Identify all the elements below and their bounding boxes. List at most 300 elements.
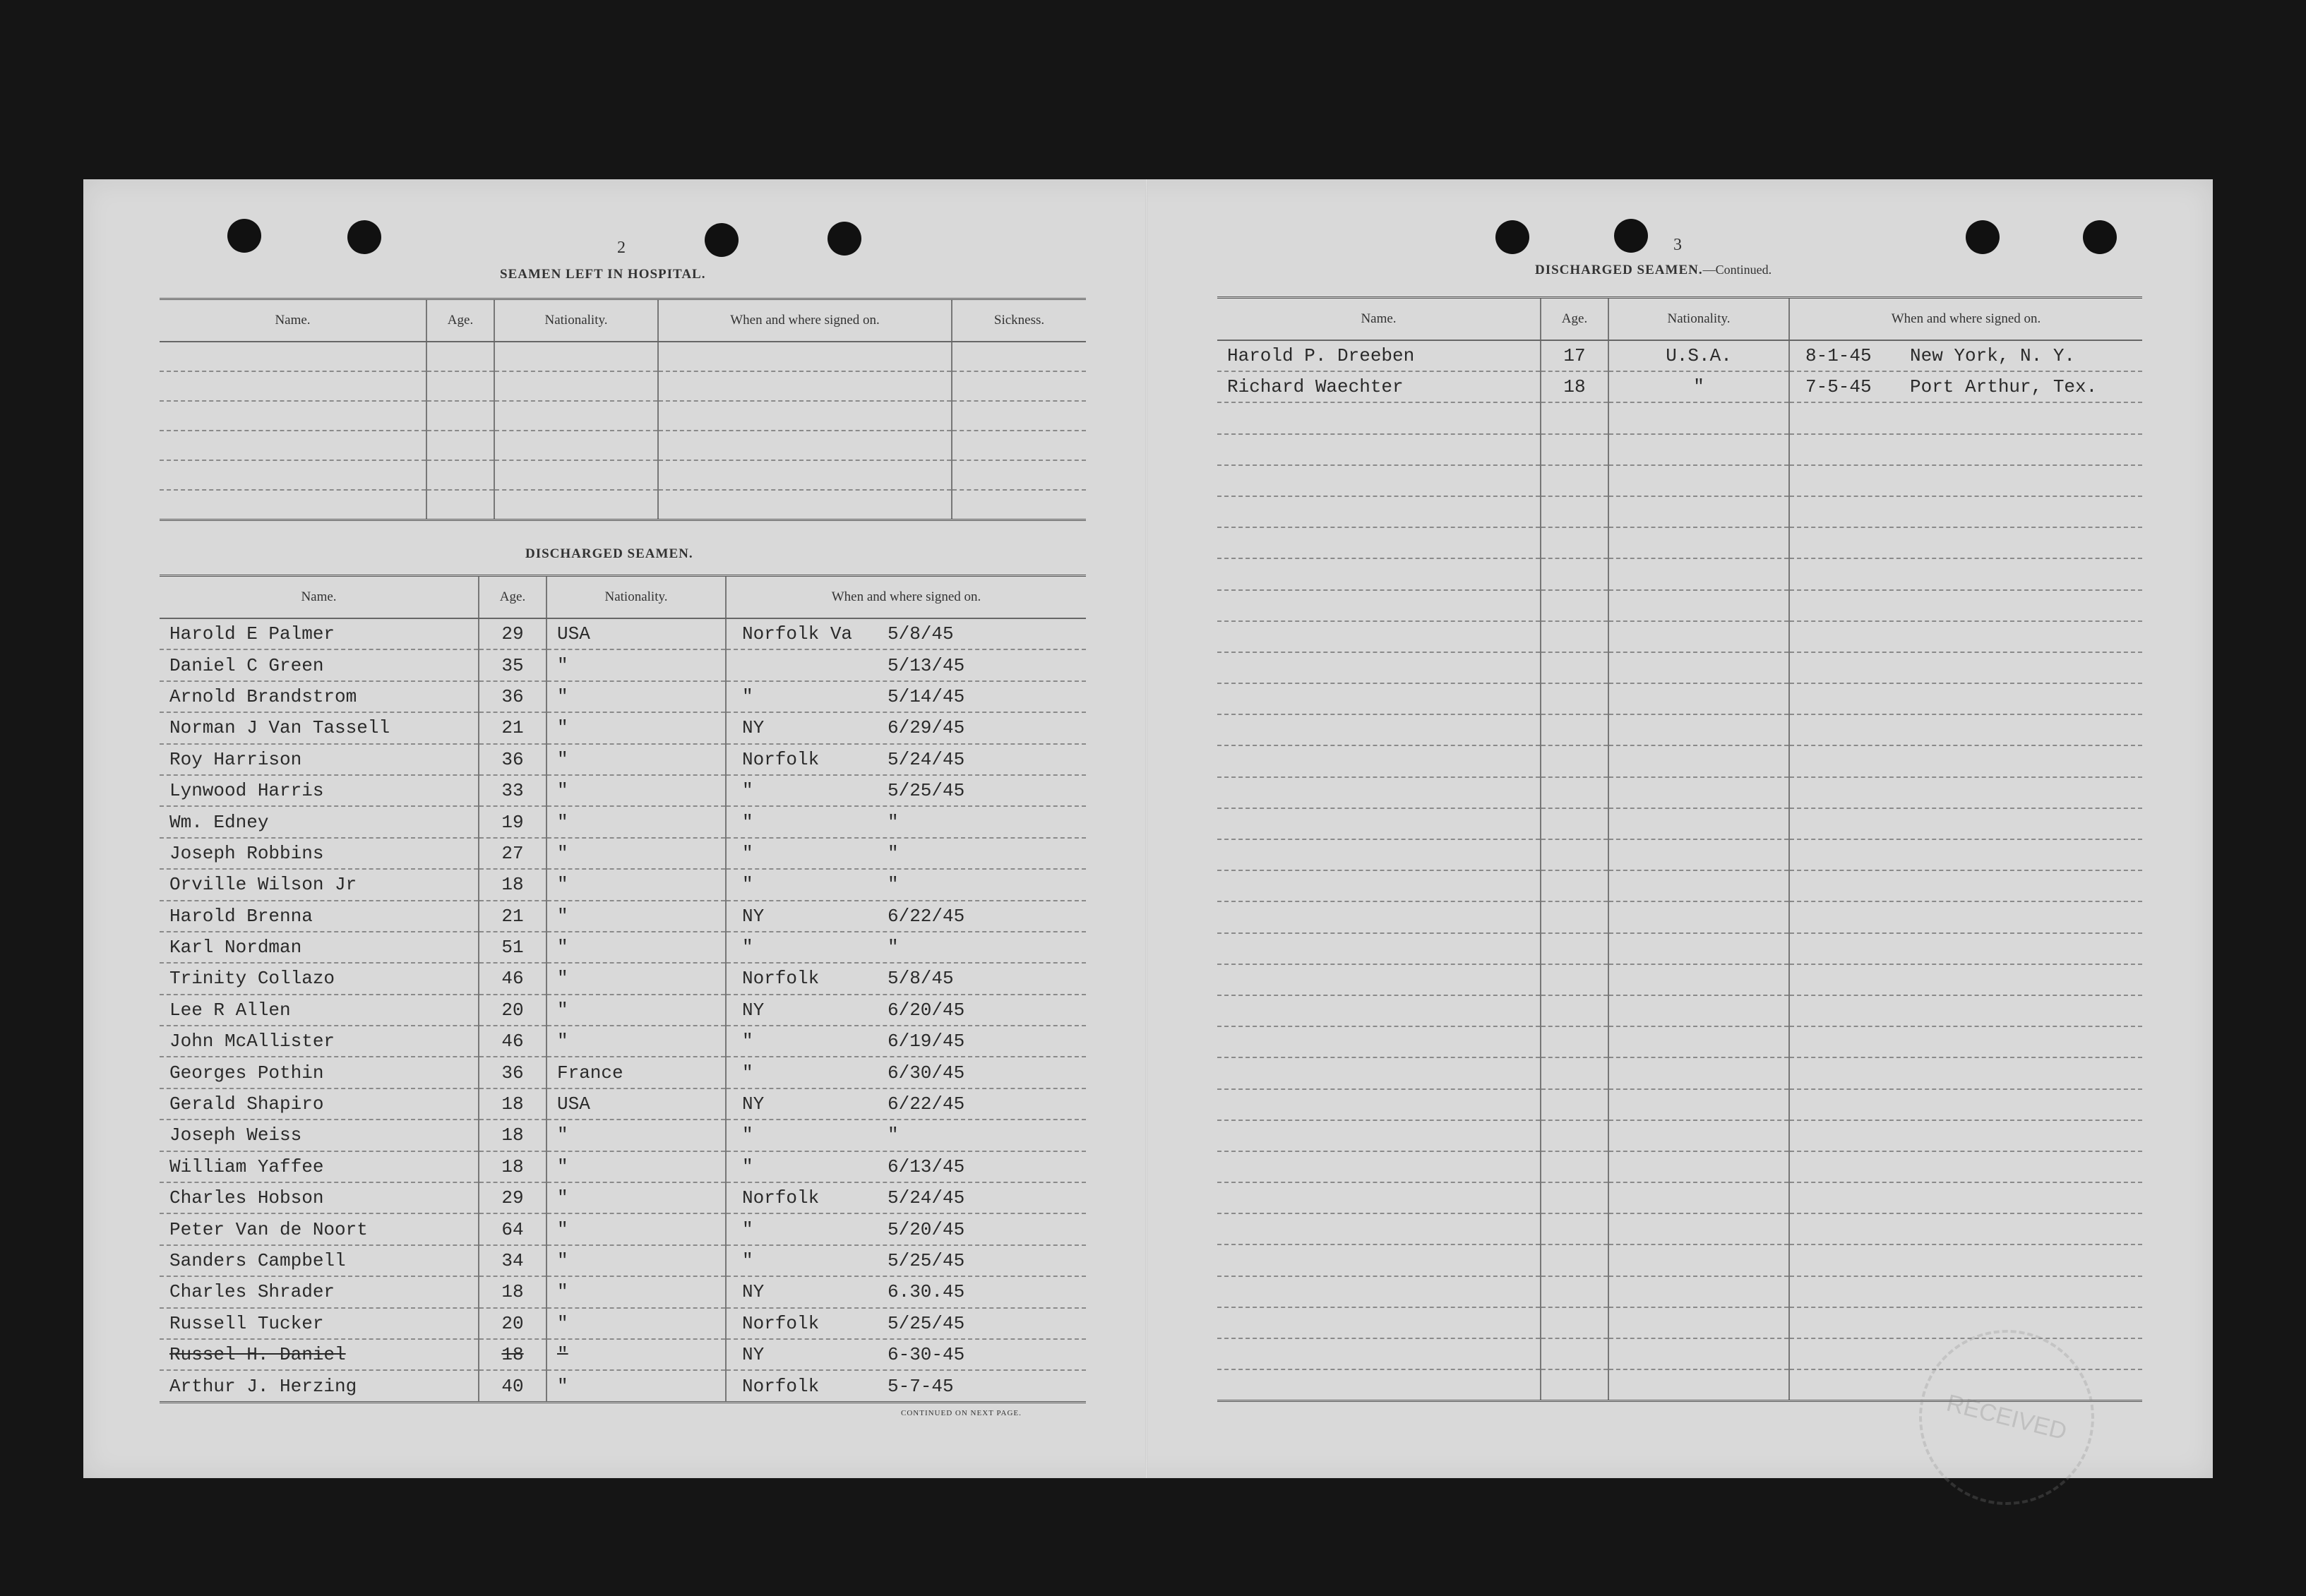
empty-cell [1608,652,1789,683]
empty-cell [1608,402,1789,433]
seaman-sign-on-second: 5/25/45 [888,780,965,802]
seaman-name: Arnold Brandstrom [160,681,479,712]
punch-hole [828,222,861,256]
empty-cell [1608,933,1789,964]
seaman-name: Harold Brenna [160,901,479,932]
seaman-name: Trinity Collazo [160,963,479,994]
continued-header-when-where: When and where signed on. [1789,298,2142,341]
seaman-sign-on-first: " [742,874,753,896]
seaman-sign-on-first: NY [742,1281,765,1303]
discharged-header-age: Age. [479,576,546,619]
seaman-age: 18 [479,869,546,900]
seaman-sign-on-first: " [742,1031,753,1052]
seaman-age: 46 [479,963,546,994]
empty-cell [1608,1276,1789,1307]
seaman-sign-on-second: " [888,811,899,833]
seaman-when-where [726,1120,1086,1151]
seaman-when-where [726,712,1086,743]
empty-cell [1789,621,2142,652]
empty-cell [1608,839,1789,870]
seaman-sign-on-first: NY [742,1093,765,1115]
empty-cell [1789,434,2142,465]
seaman-when-where [1789,340,2142,371]
discharged-continued-table [1217,296,2142,1402]
seaman-when-where [726,1182,1086,1213]
seaman-nationality: " [546,1339,726,1370]
seaman-name: Wm. Edney [160,806,479,837]
seaman-when-where [726,1026,1086,1057]
empty-cell [1541,933,1608,964]
punch-hole [705,223,739,257]
document-sheet [83,179,2213,1478]
seaman-age: 33 [479,775,546,806]
seaman-sign-on-second: 5/25/45 [888,1312,965,1334]
empty-cell [1217,1244,1541,1276]
seaman-row [160,869,1086,900]
hospital-empty-row [160,460,1086,490]
seaman-nationality: " [546,995,726,1026]
empty-row [1217,964,2142,995]
empty-cell [1217,1307,1541,1338]
seaman-when-where [726,1088,1086,1120]
seaman-sign-on-second: " [888,842,899,864]
empty-cell [1789,808,2142,839]
empty-cell [1789,901,2142,932]
seaman-when-where [726,869,1086,900]
seaman-row [160,1276,1086,1307]
empty-cell [1608,1244,1789,1276]
empty-cell [1217,995,1541,1026]
discharged-rows [160,618,1086,1402]
hospital-empty-row [160,342,1086,371]
empty-cell [1541,652,1608,683]
seaman-row [160,1370,1086,1402]
seaman-nationality: " [546,1308,726,1339]
empty-cell [1608,964,1789,995]
empty-cell [1789,1057,2142,1088]
seaman-sign-on-first: " [742,1156,753,1177]
seaman-when-where [726,1370,1086,1402]
empty-row [1217,683,2142,714]
seaman-sign-on-first: Norfolk [742,1312,820,1334]
seaman-sign-on-first: " [742,811,753,833]
empty-cell [1789,870,2142,901]
seaman-sign-on-first: NY [742,999,765,1021]
seaman-name: Sanders Campbell [160,1245,479,1276]
empty-cell [1789,714,2142,745]
empty-cell [1789,1089,2142,1120]
seaman-name: Harold P. Dreeben [1217,340,1541,371]
empty-cell [1608,1307,1789,1338]
seaman-sign-on-first: " [742,1124,753,1146]
empty-cell [1217,683,1541,714]
seaman-nationality: " [546,1151,726,1182]
hospital-header-name: Name. [160,299,426,342]
hospital-empty-row [160,431,1086,460]
empty-cell [1541,995,1608,1026]
page-fold [1145,179,1147,1478]
seaman-age: 36 [479,681,546,712]
continued-section-title [1535,263,1772,278]
seaman-name: Roy Harrison [160,744,479,775]
seaman-sign-on-second: 6/19/45 [888,1031,965,1052]
discharged-header-name: Name. [160,576,479,619]
empty-row [1217,621,2142,652]
empty-row [1217,1213,2142,1244]
hospital-empty-row [160,401,1086,431]
seaman-row [1217,371,2142,402]
empty-cell [1217,808,1541,839]
empty-cell [1789,964,2142,995]
seaman-when-where [726,1339,1086,1370]
empty-cell [1217,527,1541,558]
seaman-nationality: " [546,1245,726,1276]
seaman-nationality: " [546,681,726,712]
empty-row [1217,558,2142,589]
seaman-sign-on-first: " [742,1218,753,1240]
empty-cell [1541,1120,1608,1151]
seaman-age: 36 [479,744,546,775]
seaman-nationality: " [546,932,726,963]
empty-cell [1541,1089,1608,1120]
empty-row [1217,777,2142,808]
empty-row [1217,1182,2142,1213]
seaman-sign-on-second: 6/13/45 [888,1156,965,1177]
hospital-header-age: Age. [426,299,494,342]
empty-row [1217,1089,2142,1120]
empty-cell [1789,745,2142,776]
seaman-age: 20 [479,995,546,1026]
empty-cell [1541,465,1608,496]
seaman-age: 35 [479,649,546,680]
empty-cell [1217,1151,1541,1182]
empty-cell [1217,465,1541,496]
seaman-nationality: " [546,712,726,743]
empty-cell [1541,1369,1608,1401]
empty-cell [1541,1276,1608,1307]
seaman-sign-on-first: Norfolk [742,968,820,990]
seaman-nationality: " [546,1120,726,1151]
empty-cell [1608,1213,1789,1244]
empty-cell [1789,652,2142,683]
seaman-nationality: " [546,806,726,837]
empty-cell [1541,714,1608,745]
hospital-header-nationality: Nationality. [494,299,658,342]
empty-row [1217,652,2142,683]
empty-cell [1217,1057,1541,1088]
hospital-empty-row [160,371,1086,401]
empty-cell [1608,745,1789,776]
empty-cell [1541,1244,1608,1276]
empty-cell [1217,839,1541,870]
seaman-name: Lee R Allen [160,995,479,1026]
seaman-row [160,932,1086,963]
seaman-age: 34 [479,1245,546,1276]
page-number-left: 2 [617,239,626,257]
seaman-nationality: " [546,649,726,680]
seaman-when-where [726,744,1086,775]
empty-cell [1541,1151,1608,1182]
empty-cell [1217,652,1541,683]
empty-cell [1608,1057,1789,1088]
seaman-nationality: " [546,1370,726,1402]
continued-header-name: Name. [1217,298,1541,341]
seaman-age: 17 [1541,340,1608,371]
empty-cell [1541,1213,1608,1244]
empty-row [1217,839,2142,870]
empty-cell [1217,1120,1541,1151]
seaman-name: Russell Tucker [160,1308,479,1339]
seaman-age: 36 [479,1057,546,1088]
empty-cell [1608,1151,1789,1182]
seaman-nationality: " [546,1276,726,1307]
empty-cell [1789,1151,2142,1182]
seaman-when-where [726,1276,1086,1307]
continued-rows [1217,340,2142,1401]
seaman-age: 21 [479,712,546,743]
seaman-sign-on-second: 6.30.45 [888,1281,965,1303]
seaman-name: Norman J Van Tassell [160,712,479,743]
seaman-sign-on-second: 6-30-45 [888,1344,965,1366]
empty-cell [1541,1057,1608,1088]
seaman-when-where [726,1308,1086,1339]
empty-cell [1789,1307,2142,1338]
seaman-age: 18 [479,1276,546,1307]
empty-cell [1541,745,1608,776]
empty-cell [1217,901,1541,932]
seaman-row [160,1088,1086,1120]
discharged-section-title: DISCHARGED SEAMEN. [525,546,693,561]
seaman-sign-on-first: " [742,1062,753,1084]
seaman-sign-on-second: 5/13/45 [888,654,965,676]
empty-cell [1608,1120,1789,1151]
seaman-sign-on-second: 5/24/45 [888,748,965,770]
seaman-nationality: " [546,1182,726,1213]
seaman-age: 27 [479,838,546,869]
seaman-when-where [726,995,1086,1026]
empty-row [1217,1276,2142,1307]
empty-row [1217,496,2142,527]
empty-cell [1541,870,1608,901]
empty-row [1217,995,2142,1026]
seaman-when-where [1789,371,2142,402]
empty-cell [1608,683,1789,714]
seaman-when-where [726,806,1086,837]
empty-cell [1608,901,1789,932]
empty-cell [1217,777,1541,808]
seaman-row [1217,340,2142,371]
hospital-table [160,298,1086,521]
empty-cell [1541,558,1608,589]
continued-header-age: Age. [1541,298,1608,341]
seaman-sign-on-second: 5-7-45 [888,1375,954,1397]
seaman-age: 29 [479,618,546,649]
seaman-row [160,1026,1086,1057]
empty-cell [1541,527,1608,558]
seaman-sign-on-first: " [742,780,753,802]
seaman-sign-on-first: 8-1-45 [1805,345,1872,367]
seaman-sign-on-first: Norfolk [742,748,820,770]
empty-cell [1217,558,1541,589]
empty-cell [1541,402,1608,433]
empty-cell [1217,621,1541,652]
seaman-sign-on-second: 5/20/45 [888,1218,965,1240]
seaman-nationality: " [546,869,726,900]
empty-row [1217,1244,2142,1276]
empty-cell [1608,465,1789,496]
seaman-sign-on-first: " [742,842,753,864]
empty-row [1217,714,2142,745]
continued-title-bold: DISCHARGED SEAMEN. [1535,263,1703,277]
empty-row [1217,1120,2142,1151]
empty-cell [1789,839,2142,870]
page-number-right: 3 [1673,236,1682,254]
seaman-row [160,838,1086,869]
seaman-age: 64 [479,1213,546,1244]
empty-row [1217,1057,2142,1088]
seaman-nationality: " [546,1213,726,1244]
seaman-when-where [726,1057,1086,1088]
continued-footer: CONTINUED ON NEXT PAGE. [901,1409,1022,1417]
seaman-nationality: " [1608,371,1789,402]
seaman-sign-on-second: 5/8/45 [888,623,954,645]
seaman-when-where [726,1213,1086,1244]
empty-cell [1217,870,1541,901]
empty-cell [1541,808,1608,839]
discharged-table [160,575,1086,1403]
hospital-empty-row [160,490,1086,520]
empty-cell [1789,995,2142,1026]
seaman-name: William Yaffee [160,1151,479,1182]
seaman-name: Arthur J. Herzing [160,1370,479,1402]
empty-row [1217,745,2142,776]
empty-cell [1217,1213,1541,1244]
seaman-nationality: France [546,1057,726,1088]
empty-row [1217,434,2142,465]
punch-hole [2083,220,2117,254]
empty-cell [1608,870,1789,901]
seaman-name: Karl Nordman [160,932,479,963]
empty-cell [1217,933,1541,964]
seaman-nationality: USA [546,618,726,649]
seaman-when-where [726,838,1086,869]
seaman-nationality: " [546,1026,726,1057]
empty-cell [1608,558,1789,589]
seaman-row [160,1182,1086,1213]
seaman-when-where [726,1151,1086,1182]
seaman-age: 40 [479,1370,546,1402]
empty-cell [1217,434,1541,465]
empty-cell [1217,590,1541,621]
empty-cell [1541,1026,1608,1057]
seaman-row [160,1308,1086,1339]
seaman-name: Russel H. Daniel [160,1339,479,1370]
seaman-name: Joseph Weiss [160,1120,479,1151]
empty-cell [1608,1026,1789,1057]
empty-cell [1217,1089,1541,1120]
seaman-row [160,1151,1086,1182]
seaman-sign-on-first: " [742,937,753,959]
empty-cell [1608,590,1789,621]
seaman-age: 46 [479,1026,546,1057]
empty-cell [1217,1338,1541,1369]
empty-row [1217,808,2142,839]
empty-cell [1789,683,2142,714]
empty-row [1217,590,2142,621]
empty-cell [1789,777,2142,808]
seaman-sign-on-second: 5/8/45 [888,968,954,990]
empty-cell [1789,1026,2142,1057]
empty-cell [1541,621,1608,652]
empty-cell [1789,1213,2142,1244]
empty-cell [1541,1338,1608,1369]
continued-header-nationality: Nationality. [1608,298,1789,341]
empty-cell [1217,1026,1541,1057]
seaman-name: Joseph Robbins [160,838,479,869]
empty-cell [1541,839,1608,870]
empty-row [1217,901,2142,932]
punch-hole [347,220,381,254]
seaman-sign-on-second: 5/24/45 [888,1187,965,1209]
empty-row [1217,1026,2142,1057]
empty-cell [1789,1244,2142,1276]
seaman-sign-on-first: " [742,685,753,707]
seaman-when-where [726,649,1086,680]
seaman-row [160,806,1086,837]
empty-cell [1217,714,1541,745]
seaman-nationality: " [546,838,726,869]
empty-cell [1789,1182,2142,1213]
seaman-name: Charles Hobson [160,1182,479,1213]
seaman-age: 18 [479,1120,546,1151]
seaman-name: Georges Pothin [160,1057,479,1088]
seaman-row [160,1245,1086,1276]
seaman-row [160,963,1086,994]
hospital-section-title: SEAMEN LEFT IN HOSPITAL. [500,267,706,282]
seaman-row [160,681,1086,712]
seaman-name: Richard Waechter [1217,371,1541,402]
seaman-sign-on-second: Port Arthur, Tex. [1910,376,2098,398]
seaman-row [160,1339,1086,1370]
empty-row [1217,402,2142,433]
seaman-row [160,775,1086,806]
empty-cell [1217,496,1541,527]
empty-row [1217,1151,2142,1182]
empty-cell [1789,496,2142,527]
empty-row [1217,933,2142,964]
empty-cell [1541,590,1608,621]
seaman-sign-on-first: Norfolk [742,1187,820,1209]
seaman-name: Orville Wilson Jr [160,869,479,900]
continued-title-suffix: —Continued. [1702,263,1772,277]
seaman-age: 19 [479,806,546,837]
seaman-sign-on-first: NY [742,717,765,739]
seaman-row [160,712,1086,743]
seaman-age: 21 [479,901,546,932]
empty-row [1217,465,2142,496]
empty-cell [1789,1120,2142,1151]
seaman-name: John McAllister [160,1026,479,1057]
seaman-sign-on-second: 6/20/45 [888,999,965,1021]
seaman-sign-on-second: " [888,937,899,959]
empty-cell [1541,964,1608,995]
punch-hole [1614,219,1648,253]
seaman-sign-on-second: New York, N. Y. [1910,345,2076,367]
empty-cell [1789,558,2142,589]
empty-cell [1789,465,2142,496]
seaman-sign-on-second: 5/25/45 [888,1250,965,1271]
empty-cell [1789,402,2142,433]
